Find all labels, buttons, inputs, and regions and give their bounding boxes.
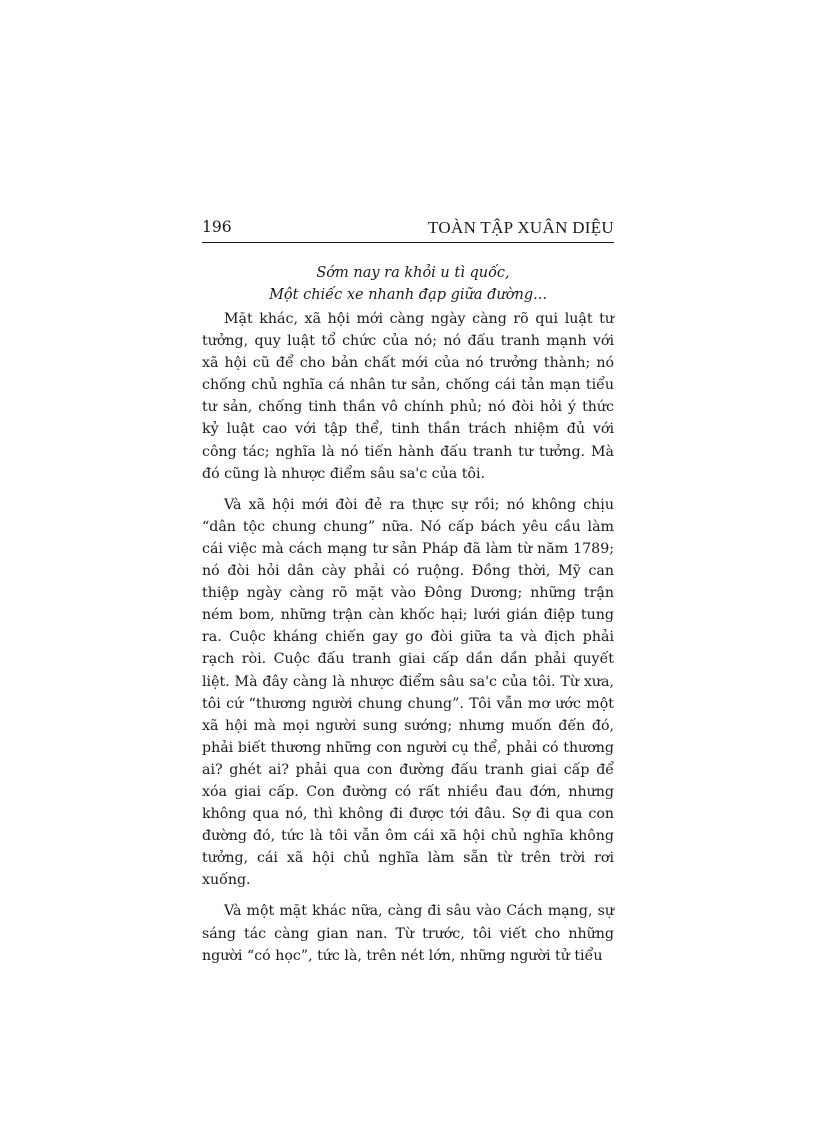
- body-text: [202, 308, 614, 967]
- page-number: 196: [202, 218, 232, 236]
- paragraph: Mặt khác, xã hội mới càng ngày càng rõ qui luật tư tưởng, quy luật tổ chức của nó; nó đấu tranh mạnh với xã hội cũ để cho bản chất mới của nó trưởng thành; nó chống chủ nghĩa cá nhân tư sản, chống cái tản mạn tiểu tư sản, chống tinh thần vô chính phủ; nó đòi hỏi ý thức kỷ luật cao với tập thể, tinh thần trách nhiệm đủ với công tác; nghĩa là nó tiến hành đấu tranh tư tưởng. Mà đó cũng là nhược điểm sâu sa'c của tôi.: [202, 311, 614, 482]
- poem-line: Sớm nay ra khỏi u tì quốc,: [316, 265, 510, 281]
- poem-line: Một chiếc xe nhanh đạp giữa đường...: [269, 287, 547, 303]
- running-title: TOÀN TẬP XUÂN DIỆU: [428, 218, 614, 237]
- poem-excerpt: [202, 262, 614, 306]
- paragraph: Và một mặt khác nữa, càng đi sâu vào Cách mạng, sự sáng tác càng gian nan. Từ trước, tôi viết cho những người “có học”, tức là, trên nét lớn, những người tử tiểu: [202, 903, 614, 964]
- page-header: [202, 216, 614, 243]
- paragraph: Và xã hội mới đòi đẻ ra thực sự rồi; nó không chịu “dân tộc chung chung” nữa. Nó cấp bách yêu cầu làm cái việc mà cách mạng tư sản Pháp đã làm từ năm 1789; nó đòi hỏi dân cày phải có ruộng. Đồng thời, Mỹ can thiệp ngày càng rõ mặt vào Đông Dương; những trận ném bom, những trận càn khốc hại; lưới gián điệp tung ra. Cuộc kháng chiến gay go đòi giữa ta và địch phải rạch ròi. Cuộc đấu tranh giai cấp dần dần phải quyết liệt. Mà đây càng là nhược điểm sâu sa'c của tôi. Từ xưa, tôi cứ “thương người chung chung”. Tôi vẫn mơ ước một xã hội mà mọi người sung sướng; nhưng muốn đến đó, phải biết thương những con người cụ thể, phải có thương ai? ghét ai? phải qua con đường đấu tranh giai cấp để xóa giai cấp. Con đường có rất nhiều đau đớn, nhưng không qua nó, thì không đi được tới đâu. Sợ đi qua con đường đó, tức là tôi vẫn ôm cái xã hội chủ nghĩa không tưởng, cái xã hội chủ nghĩa làm sẵn từ trên trời rơi xuống.: [202, 496, 614, 889]
